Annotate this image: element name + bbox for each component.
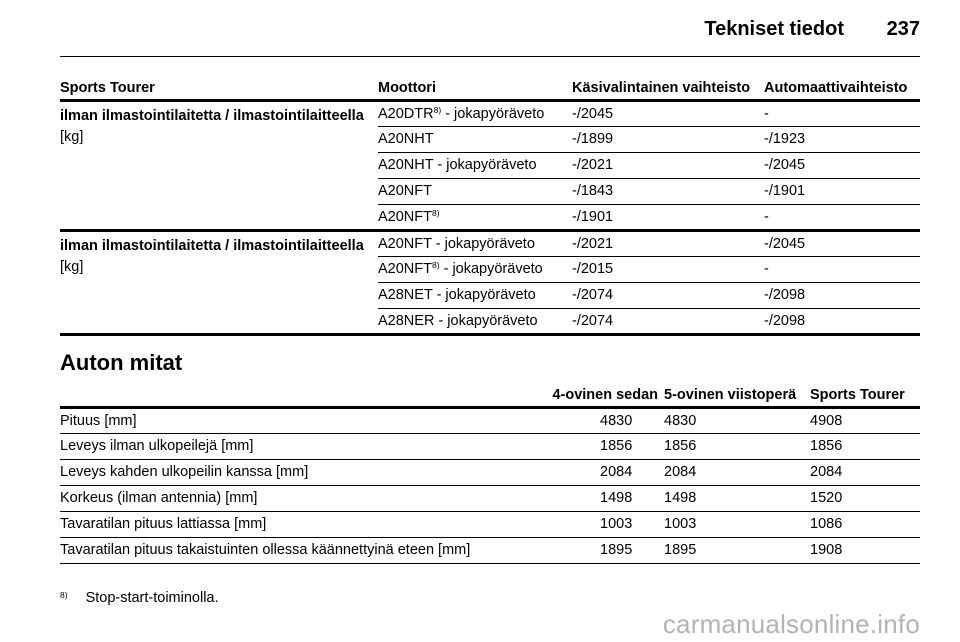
sedan-value: 2084 — [540, 459, 664, 485]
engine-cell — [378, 178, 572, 204]
column-header-automatic: Automaattivaihteisto — [764, 76, 920, 100]
hatchback-value: 2084 — [664, 459, 810, 485]
sports-tourer-value: 1520 — [810, 485, 920, 511]
dimensions-table-header-row — [60, 383, 920, 407]
manual-weight-cell: -/2074 — [572, 308, 764, 334]
engine-cell — [378, 204, 572, 230]
table-row — [60, 433, 920, 459]
auto-weight-cell: -/2098 — [764, 282, 920, 308]
dimension-label: Korkeus (ilman antennia) [mm] — [60, 485, 540, 511]
weight-table — [60, 76, 920, 336]
header-divider — [60, 56, 920, 57]
manual-weight-cell: -/1899 — [572, 126, 764, 152]
engine-cell — [378, 230, 572, 256]
page-header — [60, 12, 920, 50]
manual-weight-cell: -/1901 — [572, 204, 764, 230]
sedan-value: 1498 — [540, 485, 664, 511]
auto-weight-cell: -/2045 — [764, 152, 920, 178]
sports-tourer-value: 1856 — [810, 433, 920, 459]
dimension-label: Leveys kahden ulkopeilin kanssa [mm] — [60, 459, 540, 485]
group-label-title: ilman ilmastointilaitetta / ilmastointilaitteella — [60, 107, 364, 124]
sedan-value: 1856 — [540, 433, 664, 459]
group-label — [60, 100, 378, 230]
dimensions-table-body — [60, 407, 920, 563]
page-number: 237 — [886, 18, 920, 40]
column-header-hatchback: 5-ovinen viistoperä — [664, 383, 810, 407]
hatchback-value: 1003 — [664, 511, 810, 537]
manual-weight-cell: -/2021 — [572, 152, 764, 178]
footnote-ref: 8) — [432, 259, 440, 270]
engine-name: A20NFT — [378, 182, 432, 199]
dimension-label: Tavaratilan pituus takaistuinten ollessa käännettyinä eteen [mm] — [60, 537, 540, 563]
engine-suffix: - jokapyöräveto — [439, 260, 543, 277]
hatchback-value: 1856 — [664, 433, 810, 459]
dimension-label: Tavaratilan pituus lattiassa [mm] — [60, 511, 540, 537]
auto-weight-cell: - — [764, 204, 920, 230]
table-row — [60, 407, 920, 433]
table-row — [60, 230, 920, 256]
group-label-unit: [kg] — [60, 128, 84, 145]
table-row — [60, 100, 920, 126]
engine-suffix: - jokapyöräveto — [441, 105, 545, 122]
weight-table-body — [60, 100, 920, 334]
engine-name: A20NHT — [378, 130, 434, 147]
sports-tourer-value: 4908 — [810, 407, 920, 433]
column-header-sedan: 4-ovinen sedan — [540, 383, 664, 407]
weight-table-header-row — [60, 76, 920, 100]
column-header-dimension — [60, 383, 540, 407]
engine-name: A20NFT - jokapyöräveto — [378, 235, 535, 252]
dimension-label: Pituus [mm] — [60, 407, 540, 433]
engine-name: A28NER - jokapyöräveto — [378, 312, 538, 329]
section-title: Auton mitat — [60, 350, 183, 375]
table-row — [60, 459, 920, 485]
engine-cell — [378, 152, 572, 178]
engine-cell — [378, 308, 572, 334]
column-header-manual: Käsivalintainen vaihteisto — [572, 76, 764, 100]
footnote-text: Stop-start-toiminolla. — [85, 590, 219, 606]
watermark: carmanualsonline.info — [662, 609, 920, 639]
page-title: Tekniset tiedot — [704, 18, 844, 40]
auto-weight-cell: -/2098 — [764, 308, 920, 334]
sports-tourer-value: 1908 — [810, 537, 920, 563]
sedan-value: 1003 — [540, 511, 664, 537]
table-row — [60, 537, 920, 563]
sports-tourer-value: 2084 — [810, 459, 920, 485]
manual-weight-cell: -/2074 — [572, 282, 764, 308]
column-header-sports-tourer-2: Sports Tourer — [810, 383, 920, 407]
dimensions-table — [60, 383, 920, 564]
dimension-label: Leveys ilman ulkopeilejä [mm] — [60, 433, 540, 459]
auto-weight-cell: - — [764, 100, 920, 126]
auto-weight-cell: -/1901 — [764, 178, 920, 204]
engine-name: A20DTR — [378, 105, 434, 122]
hatchback-value: 4830 — [664, 407, 810, 433]
group-label-title: ilman ilmastointilaitetta / ilmastointilaitteella — [60, 237, 364, 254]
footnote-ref: 8) — [433, 104, 442, 115]
footnote — [60, 590, 219, 606]
manual-weight-cell: -/2045 — [572, 100, 764, 126]
manual-weight-cell: -/1843 — [572, 178, 764, 204]
column-header-sports-tourer: Sports Tourer — [60, 76, 378, 100]
footnote-mark: 8) — [60, 590, 68, 600]
hatchback-value: 1498 — [664, 485, 810, 511]
engine-name: A20NFT — [378, 208, 432, 225]
table-row — [60, 485, 920, 511]
group-label-unit: [kg] — [60, 258, 84, 275]
sports-tourer-value: 1086 — [810, 511, 920, 537]
auto-weight-cell: -/2045 — [764, 230, 920, 256]
engine-name: A20NFT — [378, 260, 432, 277]
footnote-ref: 8) — [432, 207, 440, 218]
engine-cell — [378, 282, 572, 308]
engine-name: A20NHT - jokapyöräveto — [378, 156, 537, 173]
manual-weight-cell: -/2015 — [572, 256, 764, 282]
group-label — [60, 230, 378, 334]
sedan-value: 1895 — [540, 537, 664, 563]
column-header-engine: Moottori — [378, 76, 572, 100]
auto-weight-cell: -/1923 — [764, 126, 920, 152]
engine-name: A28NET - jokapyöräveto — [378, 286, 536, 303]
manual-weight-cell: -/2021 — [572, 230, 764, 256]
auto-weight-cell: - — [764, 256, 920, 282]
hatchback-value: 1895 — [664, 537, 810, 563]
engine-cell — [378, 100, 572, 126]
engine-cell — [378, 256, 572, 282]
table-row — [60, 511, 920, 537]
sedan-value: 4830 — [540, 407, 664, 433]
engine-cell — [378, 126, 572, 152]
